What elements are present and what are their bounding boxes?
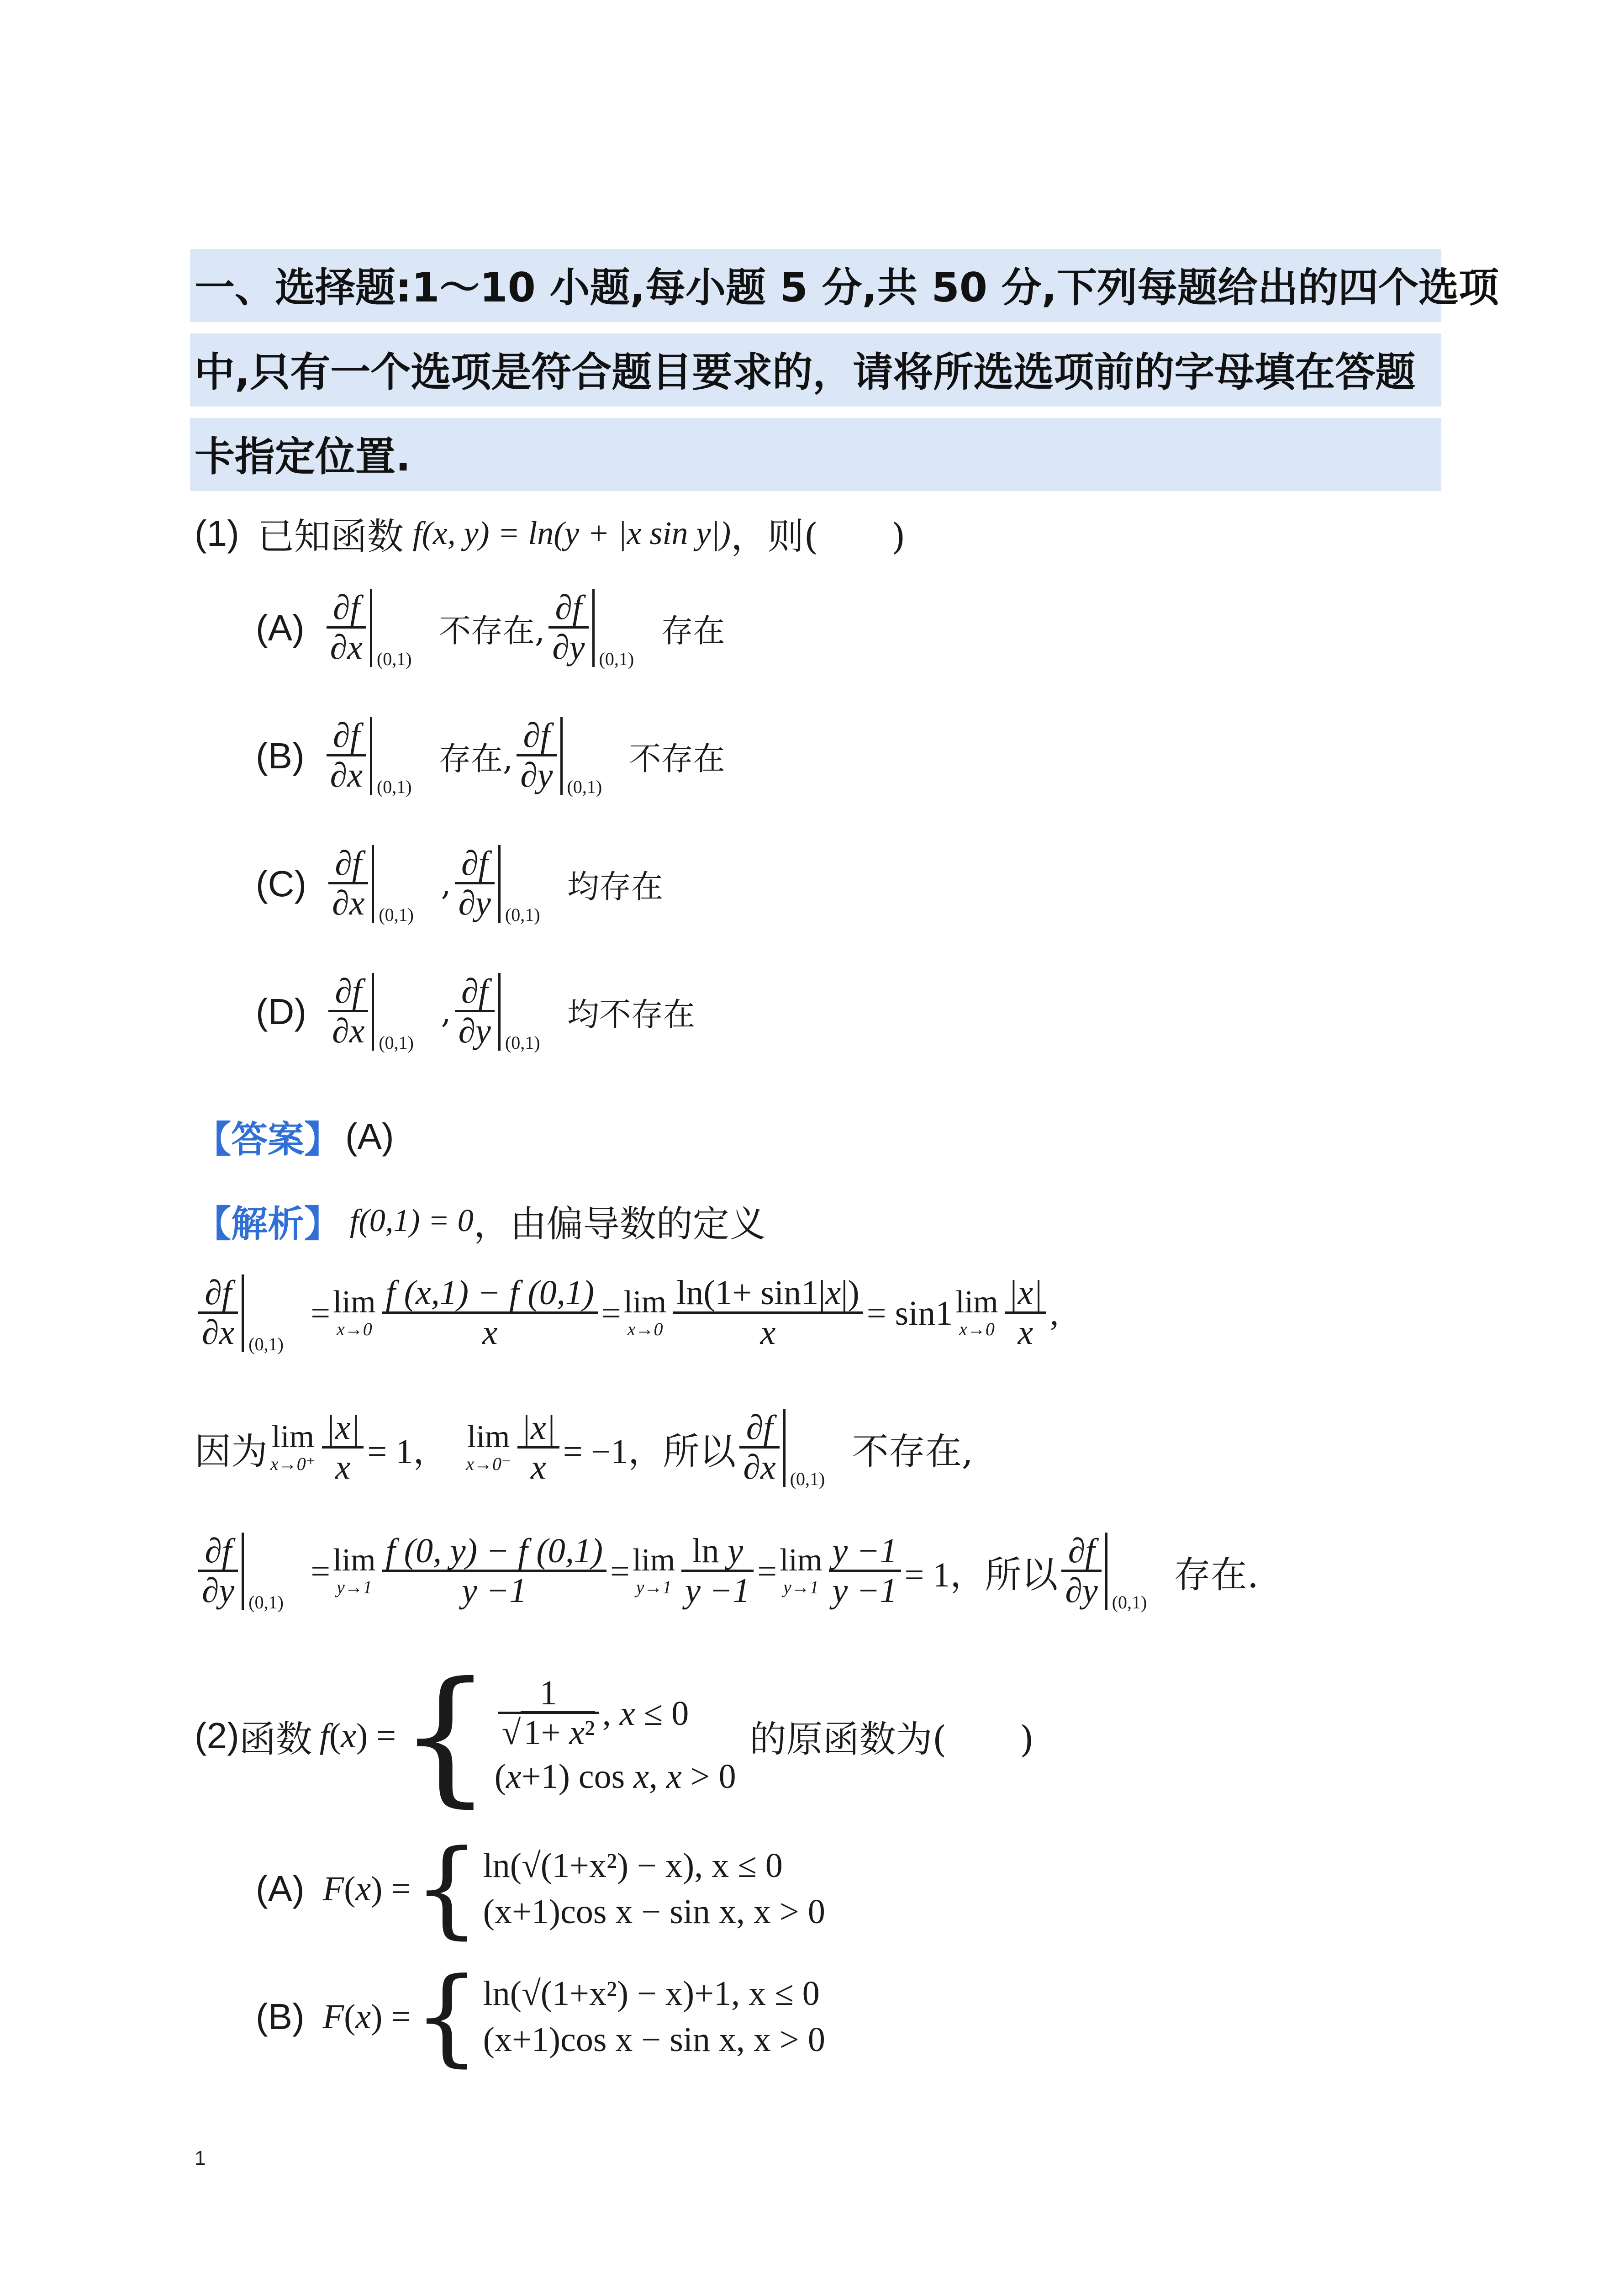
deriv3-so: 所以 [985, 1553, 1058, 1596]
deriv3-frac-3: $\frac{y -1}{y -1}$ [829, 1533, 901, 1610]
q1-stem-suffix: ，则( ) [731, 515, 906, 558]
q2-stem-suffix: 的原函数为( ) [749, 1718, 1034, 1761]
q1-option-a-dfdy: $\frac{\partial f}{\partial y}$ [548, 590, 588, 666]
q1-analysis-intro-text: ，由偏导数的定义 [473, 1203, 766, 1245]
q2-option-b-case-1: ln(√(1+x²) − x)+1, x ≤ 0 [483, 1974, 820, 2013]
q2-stem-prefix: 函数 [239, 1718, 312, 1761]
deriv2-eval-bar: (0,1) [783, 1409, 849, 1487]
q1-derivation-dfdx: $\frac{\partial f}{\partial x}$ (0,1) = lim x→0 $\frac{f (x,1) - f (0,1)}{x}$ = lim x→0 $\frac{\ln(1+ \sin 1|x|)}{x}$ = sin1 lim x→0 $\frac{|x|}{x}$ , [195, 1274, 1059, 1352]
page-number: 1 [195, 2147, 206, 2169]
q2-option-b-cases [483, 1974, 825, 2060]
deriv2-dfdx: $\frac{\partial f}{\partial x}$ [739, 1410, 779, 1486]
deriv2-frac-right: $\frac{|x|}{x}$ [322, 1410, 364, 1486]
q1-option-b-label: (B) [256, 735, 305, 776]
q1-option-c-dfdx: $\frac{\partial f}{\partial x}$ [328, 846, 368, 922]
q1-option-a-eval-bar-y: (0,1) [592, 589, 659, 667]
q2-stem: (2) 函数 f ( x ) = { $\frac{1}{\text{√1+ x²}}$ , x ≤ 0 (x+1) cos x, x > 0 的原函数为( ) [195, 1651, 1034, 1821]
deriv1-lim-1: lim x→0 [333, 1285, 376, 1339]
q2-case-1: $\frac{1}{\text{√1+ x²}}$ , x ≤ 0 [495, 1675, 736, 1752]
q2-option-b-label: (B) [256, 1996, 305, 2037]
q1-option-d-text1: , [441, 993, 451, 1031]
deriv3-lim-1: lim y→1 [333, 1543, 376, 1597]
q1-option-c [256, 845, 663, 923]
deriv1-lim-2: lim x→0 [623, 1285, 667, 1339]
q1-option-c-dfdy: $\frac{\partial f}{\partial y}$ [455, 846, 495, 922]
q2-option-a-case-1: ln(√(1+x²) − x), x ≤ 0 [483, 1846, 783, 1885]
q2-option-a-brace: { [413, 1828, 480, 1950]
q1-analysis-line [195, 1195, 766, 1247]
q1-derivation-because: 因为 lim x→0⁺ $\frac{|x|}{x}$ = 1， lim x→0⁻ $\frac{|x|}{x}$ = −1， 所以 $\frac{\partial f}{\partial x}$ (0,1) 不存在, [195, 1408, 974, 1489]
q1-answer-line [195, 1110, 394, 1163]
q1-answer-tag: 【答案】 [195, 1118, 341, 1161]
q1-answer-value: (A) [345, 1116, 394, 1157]
q1-option-b-eval-bar-y: (0,1) [560, 717, 627, 795]
q2-option-a-case-2: (x+1)cos x − sin x, x > 0 [483, 1893, 825, 1931]
deriv2-frac-left: $\frac{|x|}{x}$ [517, 1410, 559, 1486]
q2-option-b-brace: { [413, 1956, 480, 2078]
deriv3-dfdy-2: $\frac{\partial f}{\partial y}$ [1061, 1533, 1101, 1610]
deriv2-not-exist: 不存在, [852, 1430, 974, 1473]
q1-option-c-eval-bar-x: (0,1) [372, 845, 438, 923]
q2-brace: { [399, 1651, 492, 1821]
q1-analysis-tag: 【解析】 [195, 1203, 341, 1245]
deriv3-eval-bar: (0,1) [242, 1533, 308, 1610]
q1-option-c-text1: , [441, 865, 451, 903]
deriv1-frac-3: $\frac{|x|}{x}$ [1005, 1275, 1047, 1352]
q1-option-a-text2: 存在 [661, 612, 725, 650]
deriv1-dfdx: $\frac{\partial f}{\partial x}$ [198, 1275, 238, 1352]
q1-number: (1) [195, 513, 239, 554]
deriv2-because: 因为 [195, 1430, 268, 1473]
q1-option-a-text1: 不存在, [438, 612, 545, 650]
q2-number: (2) [195, 1715, 239, 1756]
deriv3-frac-2: $\frac{\text{ln y}}{y -1}$ [681, 1533, 754, 1610]
q1-option-a-label: (A) [256, 608, 305, 648]
deriv3-lim-2: lim y→1 [632, 1543, 675, 1597]
q1-derivation-dfdy: $\frac{\partial f}{\partial y}$ (0,1) = lim y→1 $\frac{f (0, y) - f (0,1)}{y -1}$ = lim y→1 $\frac{\text{ln y}}{y -1}$ = lim y→1 $\frac{y -1}{y -1}$ = 1， 所以 $\frac{\partial f}{\partial y}$ (0,1) 存在. [195, 1533, 1259, 1610]
section-header-line-2: 中,只有一个选项是符合题目要求的，请将所选选项前的字母填在答题 [195, 349, 1416, 396]
q1-stem [195, 507, 906, 560]
q1-option-d-eval-bar-x: (0,1) [372, 973, 438, 1051]
deriv1-eval-bar: (0,1) [242, 1274, 308, 1352]
q1-option-d [256, 973, 695, 1051]
q1-option-d-label: (D) [256, 991, 307, 1032]
deriv3-dfdy: $\frac{\partial f}{\partial y}$ [198, 1533, 238, 1610]
deriv1-frac-2: $\frac{\ln(1+ \sin 1|x|)}{x}$ [673, 1275, 863, 1352]
q1-option-b-text2: 不存在 [629, 740, 725, 777]
q1-option-b-dfdy: $\frac{\partial f}{\partial y}$ [517, 718, 556, 794]
q1-stem-prefix: 已知函数 [257, 515, 404, 558]
q1-function-expr: f(x, y) = ln(y + |x sin y|) [412, 515, 731, 551]
q1-option-d-dfdx: $\frac{\partial f}{\partial x}$ [328, 973, 368, 1050]
q1-option-a-eval-bar-x: (0,1) [370, 589, 436, 667]
deriv3-exist: 存在. [1174, 1553, 1259, 1596]
q2-option-a-label: (A) [256, 1868, 305, 1909]
q1-option-d-dfdy: $\frac{\partial f}{\partial y}$ [455, 973, 495, 1050]
deriv2-so: 所以 [663, 1430, 736, 1473]
q1-analysis-intro-expr: f(0,1) = 0 [350, 1203, 474, 1238]
section-header-line-3: 卡指定位置. [195, 433, 411, 480]
q1-option-b-dfdx: $\frac{\partial f}{\partial x}$ [327, 718, 366, 794]
q1-option-a [256, 589, 725, 667]
deriv3-frac-1: $\frac{f (0, y) - f (0,1)}{y -1}$ [382, 1533, 606, 1610]
deriv2-lim-left: lim x→0⁻ [466, 1419, 511, 1474]
deriv2-lim-right: lim x→0⁺ [270, 1419, 316, 1474]
q2-option-b-case-2: (x+1)cos x − sin x, x > 0 [483, 2020, 825, 2059]
q1-option-d-text2: 均不存在 [567, 995, 695, 1033]
q2-option-a-cases [483, 1846, 825, 1932]
q2-case-1-frac: $\frac{1}{\text{√1+ x²}}$ [498, 1675, 599, 1752]
q1-option-b [256, 717, 725, 795]
q2-option-a: (A) F ( x ) = { ln(√(1+x²) − x), x ≤ 0 (x+1)cos x − sin x, x > 0 [256, 1828, 825, 1950]
q1-option-c-text2: 均存在 [567, 867, 663, 905]
q2-option-b: (B) F ( x ) = { ln(√(1+x²) − x)+1, x ≤ 0 (x+1)cos x − sin x, x > 0 [256, 1956, 825, 2078]
q2-case-2: (x+1) cos x, x > 0 [494, 1757, 736, 1796]
q2-cases [495, 1675, 736, 1796]
q1-option-c-label: (C) [256, 863, 307, 904]
q1-option-c-eval-bar-y: (0,1) [498, 845, 564, 923]
q2-fx: f [319, 1716, 329, 1755]
deriv1-frac-1: $\frac{f (x,1) - f (0,1)}{x}$ [382, 1275, 598, 1352]
deriv3-lim-3: lim y→1 [780, 1543, 823, 1597]
deriv1-lim-3: lim x→0 [955, 1285, 998, 1339]
section-header-line-1: 一、选择题:1～10 小题,每小题 5 分,共 50 分,下列每题给出的四个选项 [195, 264, 1499, 311]
q1-option-b-text1: 存在, [438, 740, 513, 777]
deriv3-eval-bar-2: (0,1) [1105, 1533, 1171, 1610]
q1-option-a-dfdx: $\frac{\partial f}{\partial x}$ [327, 590, 366, 666]
q1-option-d-eval-bar-y: (0,1) [498, 973, 564, 1051]
q1-option-b-eval-bar-x: (0,1) [370, 717, 436, 795]
